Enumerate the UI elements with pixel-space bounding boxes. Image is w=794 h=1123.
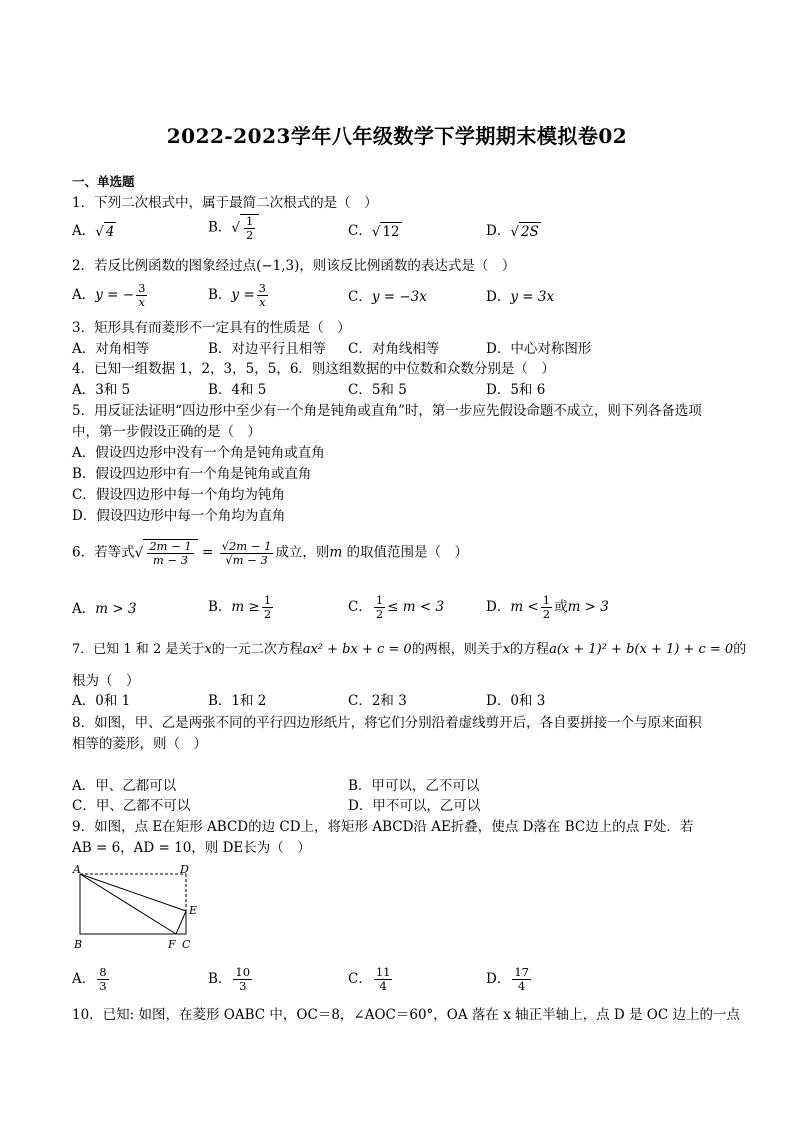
q6-option-b: B．m ≥ $\frac{1}{2}$	[208, 593, 272, 621]
q7-option-d: D．0和 3	[486, 693, 546, 709]
label-d: D	[180, 864, 189, 876]
question-5-stem-line2: 中，第一步假设正确的是（ ）	[72, 424, 261, 440]
q1-option-a: A．√ 4	[72, 223, 115, 240]
q4-option-a: A．3和 5	[72, 382, 131, 398]
q2-option-d: D．y = 3x	[486, 289, 555, 305]
q4-option-c: C．5和 5	[348, 382, 407, 398]
label-f: F	[168, 938, 176, 951]
q8-option-c: C．甲、乙都不可以	[72, 798, 191, 814]
question-9-stem-line2: AB = 6，AD = 10，则 DE长为（ ）	[72, 840, 311, 856]
q6-option-c: C． $\frac{1}{2}$ ≤ m < 3	[348, 593, 445, 621]
q7-option-c: C．2和 3	[348, 693, 407, 709]
question-6-stem: 6．若等式√ $\frac{2m - 1}{m - 3}$ = $\frac{√2m - 1}{√m - 3}$ 成立，则m 的取值范围是（ ）	[72, 538, 469, 567]
question-4-stem: 4．已知一组数据 1，2，3，5，5，6．则这组数据的中位数和众数分别是（ ）	[72, 361, 555, 377]
question-9-stem-line1: 9．如图，点 E在矩形 ABCD的边 CD上，将矩形 ABCD沿 AE折叠，使点 D落在 BC边上的点 F处．若	[72, 819, 694, 835]
question-1-stem: 1．下列二次根式中，属于最简二次根式的是（ ）	[72, 195, 378, 211]
q3-option-d: D．中心对称图形	[486, 341, 592, 357]
q1-option-c: C．√ 12	[348, 223, 400, 240]
q5-option-c: C．假设四边形中每一个角均为钝角	[72, 487, 285, 503]
q2-option-b: B．y = $\frac{3}{x}$	[208, 281, 266, 309]
question-2-stem: 2．若反比例函数的图象经过点(−1,3)，则该反比例函数的表达式是（ ）	[72, 258, 516, 274]
q8-option-a: A．甲、乙都可以	[72, 778, 177, 794]
q1-option-d: D．√ 2S	[486, 223, 539, 240]
question-3-stem: 3．矩形具有而菱形不一定具有的性质是（ ）	[72, 320, 351, 336]
segment-ae	[80, 874, 186, 911]
q2-option-c: C．y = −3x	[348, 289, 427, 305]
q8-option-d: D．甲不可以，乙可以	[348, 798, 481, 814]
segment-fe	[176, 911, 186, 934]
q3-option-b: B．对边平行且相等	[208, 341, 326, 357]
label-b: B	[74, 938, 83, 951]
q4-option-b: B．4和 5	[208, 382, 267, 398]
q3-option-c: C．对角线相等	[348, 341, 440, 357]
q5-option-b: B．假设四边形中有一个角是钝角或直角	[72, 466, 312, 482]
q5-option-d: D．假设四边形中每一个角均为直角	[72, 508, 286, 524]
q3-option-a: A．对角相等	[72, 341, 150, 357]
rectangle-fold-figure	[70, 864, 210, 952]
q9-option-c: C． $\frac{11}{4}$	[348, 965, 391, 993]
q4-option-d: D．5和 6	[486, 382, 546, 398]
label-e: E	[189, 904, 198, 917]
q7-option-a: A．0和 1	[72, 693, 131, 709]
q9-option-d: D． $\frac{17}{4}$	[486, 965, 529, 993]
segment-af	[80, 874, 176, 934]
rectangle-abcd	[80, 874, 186, 934]
q1-option-b: B．√ $\frac{1}{2}$	[208, 214, 259, 242]
q6-option-a: A．m > 3	[72, 601, 137, 617]
q7-option-b: B．1和 2	[208, 693, 267, 709]
label-a: A	[73, 864, 81, 876]
question-5-stem-line1: 5．用反证法证明“四边形中至少有一个角是钝角或直角”时，第一步应先假设命题不成立，则下列各备选项	[72, 403, 702, 419]
label-c: C	[182, 938, 191, 951]
page-title: 2022-2023学年八年级数学下学期期末模拟卷02	[166, 124, 628, 148]
q9-option-b: B． $\frac{10}{3}$	[208, 965, 251, 993]
section-heading: 一、单选题	[72, 174, 135, 189]
question-7-stem-line1: 7．已知 1 和 2 是关于x的一元二次方程ax² + bx + c = 0的两根，则关于x的方程a(x + 1)² + b(x + 1) + c = 0的	[72, 642, 747, 657]
q6-option-d: D．m < $\frac{1}{2}$ 或m > 3	[486, 593, 609, 621]
question-7-stem-line2: 根为（ ）	[72, 673, 140, 689]
question-10-stem: 10．已知: 如图，在菱形 OABC 中，OC＝8，∠AOC＝60°，OA 落在 x 轴正半轴上，点 D 是 OC 边上的一点	[72, 1007, 740, 1023]
question-8-stem-line1: 8．如图，甲、乙是两张不同的平行四边形纸片，将它们分别沿着虚线剪开后，各自要拼接一个与原来面积	[72, 715, 702, 731]
q2-option-a: A．y = − $\frac{3}{x}$	[72, 281, 146, 309]
question-8-stem-line2: 相等的菱形，则（ ）	[72, 736, 207, 752]
q9-option-a: A． $\frac{8}{3}$	[72, 965, 107, 993]
q8-option-b: B．甲可以，乙不可以	[348, 778, 480, 794]
q5-option-a: A．假设四边形中没有一个角是钝角或直角	[72, 445, 325, 461]
